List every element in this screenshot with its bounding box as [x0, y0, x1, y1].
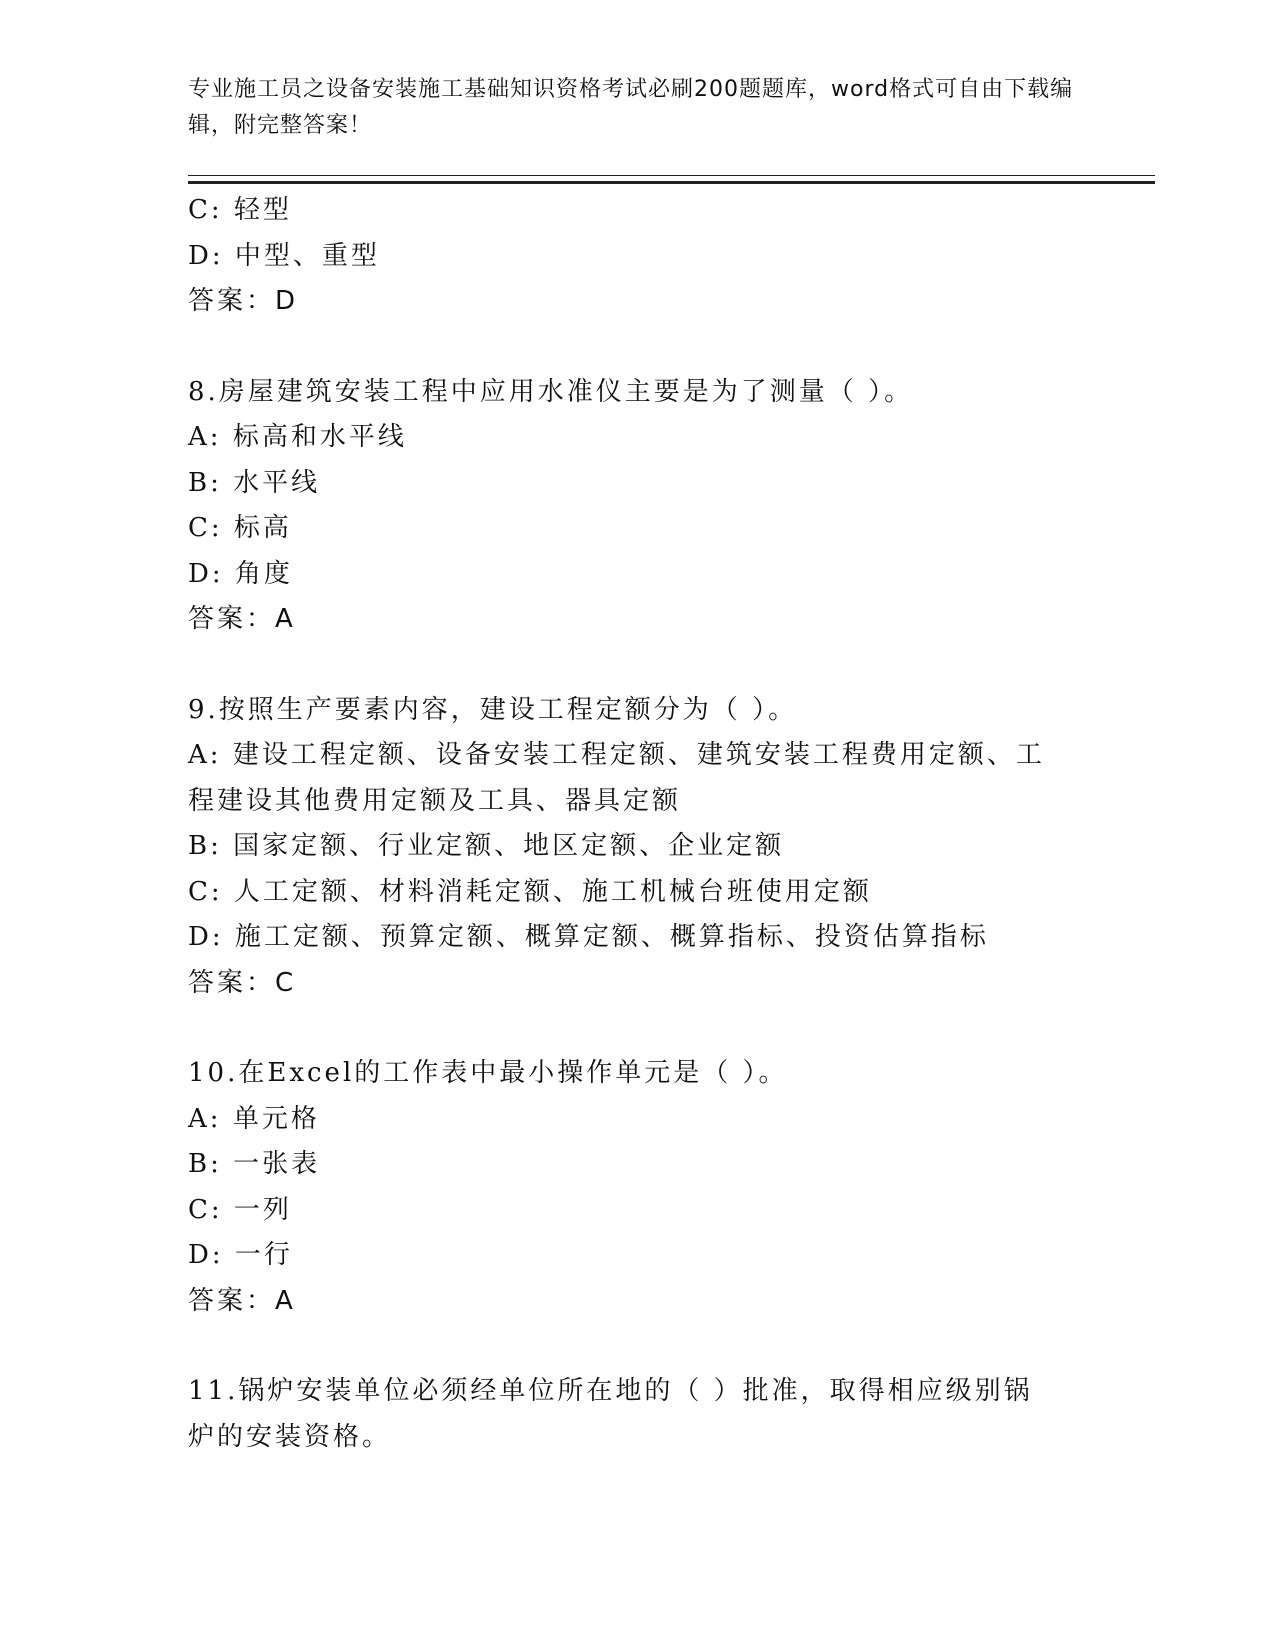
option-letter: B:: [188, 831, 222, 861]
question-content: [188, 188, 1088, 1460]
answer-line: 答案：A: [188, 1285, 296, 1316]
question-10: [188, 1051, 1088, 1324]
option-letter: D:: [188, 558, 224, 589]
option-c: [188, 188, 1088, 234]
option-a: [188, 1097, 1088, 1143]
option-letter: D:: [188, 922, 224, 952]
answer-line: 答案：C: [188, 967, 297, 998]
option-letter: A:: [188, 422, 222, 452]
option-letter: C:: [188, 195, 223, 225]
option-letter: C:: [188, 1194, 223, 1225]
option-text: 建设工程定额、设备安装工程定额、建筑安装工程费用定额、工程建设其他费用定额及工具、器具定额: [188, 740, 1045, 816]
option-text: 施工定额、预算定额、概算定额、概算指标、投资估算指标: [234, 922, 989, 952]
option-a: [188, 733, 1048, 824]
option-text: 国家定额、行业定额、地区定额、企业定额: [233, 831, 785, 861]
option-letter: C:: [188, 876, 223, 907]
option-text: 中型、重型: [234, 240, 380, 271]
question-stem: 10.在Excel的工作表中最小操作单元是（ ）。: [188, 1058, 788, 1088]
option-text: 水平线: [233, 467, 321, 498]
option-b: [188, 461, 1088, 507]
question-stem: 9.按照生产要素内容，建设工程定额分为（ ）。: [188, 694, 798, 725]
option-c: [188, 1188, 1088, 1234]
question-8: [188, 370, 1088, 643]
option-b: [188, 824, 1088, 870]
header-rule-thick: [188, 181, 1155, 184]
option-c: [188, 506, 1088, 552]
option-text: 轻型: [233, 195, 292, 225]
carry-over-block: [188, 188, 1088, 325]
option-c: [188, 870, 1088, 916]
option-b: [188, 1142, 1088, 1188]
question-stem: 8.房屋建筑安装工程中应用水准仪主要是为了测量（ ）。: [188, 376, 914, 407]
header-rule-thin: [188, 175, 1155, 176]
option-a: [188, 415, 1088, 461]
option-d: [188, 552, 1088, 598]
option-text: 一行: [234, 1240, 293, 1270]
option-letter: D:: [188, 240, 224, 271]
option-letter: B:: [188, 1149, 222, 1179]
option-letter: D:: [188, 1240, 224, 1270]
option-letter: A:: [188, 740, 222, 770]
option-text: 一张表: [233, 1149, 321, 1179]
option-text: 人工定额、材料消耗定额、施工机械台班使用定额: [233, 876, 872, 907]
option-text: 标高: [233, 513, 292, 543]
option-text: 单元格: [232, 1103, 320, 1134]
option-d: [188, 234, 1088, 280]
option-text: 角度: [234, 558, 293, 589]
option-letter: C:: [188, 513, 223, 543]
document-header: [188, 72, 1088, 144]
option-text: 标高和水平线: [232, 422, 407, 452]
option-text: 一列: [233, 1194, 292, 1225]
question-stem: 11.锅炉安装单位必须经单位所在地的（ ）批准，取得相应级别锅炉的安装资格。: [188, 1376, 1033, 1452]
option-d: [188, 915, 1088, 961]
question-9: [188, 688, 1088, 1007]
option-d: [188, 1233, 1088, 1279]
question-11: [188, 1369, 1088, 1460]
answer-line: 答案：A: [188, 604, 296, 634]
option-letter: A:: [188, 1103, 222, 1134]
answer-line: 答案：D: [188, 286, 299, 316]
header-text: 专业施工员之设备安装施工基础知识资格考试必刷200题题库，word格式可自由下载编辑，附完整答案！: [188, 77, 1074, 138]
option-letter: B:: [188, 467, 222, 498]
